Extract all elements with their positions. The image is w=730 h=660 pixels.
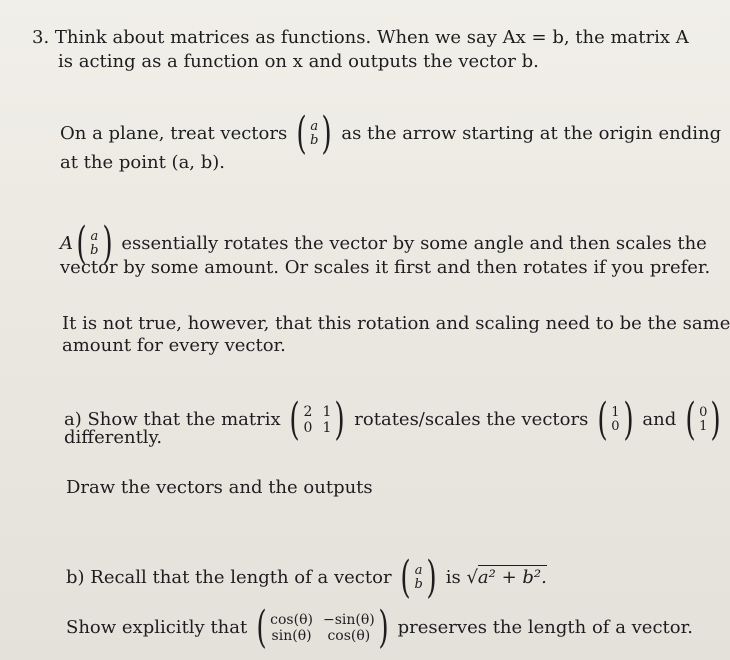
sqrt-expression: √a² + b². (466, 567, 547, 588)
plane-text-after: as the arrow starting at the origin ending (341, 123, 722, 144)
problem-number: 3. (32, 27, 50, 48)
vector-e1: 1 0 (611, 405, 620, 434)
not-true-line-1: It is not true, however, that this rotation and scaling need to be the same (62, 313, 730, 334)
show-text-after: preserves the length of a vector. (397, 617, 693, 638)
problem-intro-line-2: is acting as a function on x and outputs the vector b. (58, 51, 539, 72)
rotate-line-1: A( a b ) essentially rotates the vector by some angle and then scales the (60, 218, 707, 269)
part-a-text-middle: rotates/scales the vectors (354, 409, 589, 430)
part-a-and: and (642, 409, 677, 430)
rotate-line-2: vector by some amount. Or scales it first and then rotates if you prefer. (60, 257, 711, 278)
part-a-line-2: differently. (64, 427, 163, 448)
vector-ab-2: a b (90, 229, 99, 258)
plane-line-2: at the point (a, b). (60, 152, 226, 173)
plane-text-before: On a plane, treat vectors (60, 123, 288, 144)
rotate-text-1: essentially rotates the vector by some angle and then scales the (121, 233, 707, 254)
show-text-before: Show explicitly that (66, 617, 248, 638)
problem-intro-line-1 (32, 28, 689, 48)
vector-ab: a b (310, 119, 319, 148)
plane-line-1: On a plane, treat vectors ( a b ) as the arrow starting at the origin ending (60, 108, 722, 159)
matrix-A-symbol: A (60, 233, 73, 254)
part-a-text-before: a) Show that the matrix (64, 409, 281, 430)
vector-e2: 0 1 (699, 405, 708, 434)
vector-ab-3: a b (414, 563, 423, 592)
intro-text-1: Think about matrices as functions. When we say Ax = b, the matrix A (54, 27, 689, 48)
part-a-line-1: a) Show that the matrix ( 2 1 0 1 ) rotates/scales the vectors ( 1 0 ) and ( 0 1 ) (64, 394, 722, 445)
part-b-is: is (445, 567, 461, 588)
draw-instruction: Draw the vectors and the outputs (66, 477, 373, 498)
part-b-text: b) Recall that the length of a vector (66, 567, 392, 588)
matrix-a: 2 1 0 1 (303, 404, 332, 436)
show-line: Show explicitly that ( cos(θ) −sin(θ) sin(θ) cos(θ) ) preserves the length of a vector. (66, 602, 693, 653)
rotation-matrix: cos(θ) −sin(θ) sin(θ) cos(θ) (270, 612, 375, 644)
not-true-line-2: amount for every vector. (62, 335, 286, 356)
part-b-line: b) Recall that the length of a vector ( a b ) is √a² + b². (66, 552, 547, 603)
